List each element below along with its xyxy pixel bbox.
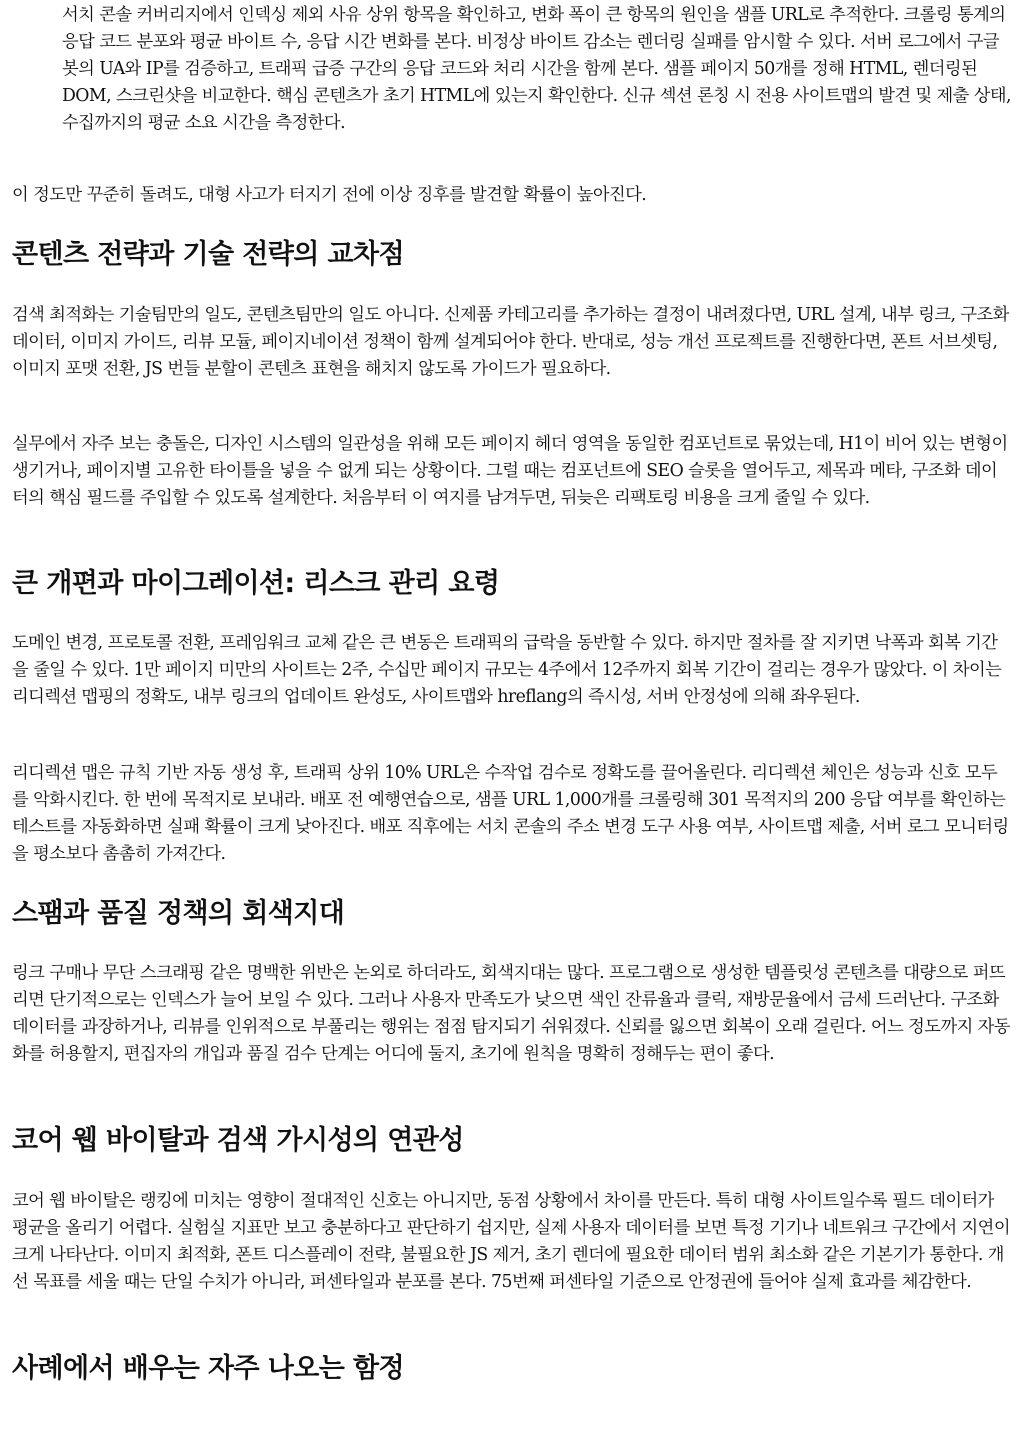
cwv-paragraph-1: 코어 웹 바이탈은 랭킹에 미치는 영향이 절대적인 신호는 아니지만, 동점 상황에서 차이를 만든다. 특히 대형 사이트일수록 필드 데이터가 평균을 올리기 어렵다. 실험실 지표만 보고 충분하다고 판단하기 쉽지만, 실제 사용자 데이터를 보면 특정 기기나 네트워크 구간에서 지연이 크게 나타난다. 이미지 최적화, 폰트 디스플레이 전략, 불필요한 JS 제거, 초기 렌더에 필요한 데이터 범위 최소화 같은 기본기가 통한다. 개선 목표를 세울 때는 단일 수치가 아니라, 퍼센타일과 분포를 본다. 75번째 퍼센타일 기준으로 안정권에 들어야 실제 효과를 체감한다. [12, 1191, 1010, 1292]
section-heading-cwv: 코어 웹 바이탈과 검색 가시성의 연관성 [12, 1125, 464, 1156]
intro-indented-paragraph: 서치 콘솔 커버리지에서 인덱싱 제외 사유 상위 항목을 확인하고, 변화 폭이 큰 항목의 원인을 샘플 URL로 추적한다. 크롤링 통계의 응답 코드 분포와 평균 바이트 수, 응답 시간 변화를 본다. 비정상 바이트 감소는 렌더링 실패를 암시할 수 있다. 서버 로그에서 구글봇의 UA와 IP를 검증하고, 트래픽 급증 구간의 응답 코드와 처리 시간을 함께 본다. 샘플 페이지 50개를 정해 HTML, 렌더링된 DOM, 스크린샷을 비교한다. 핵심 콘텐츠가 초기 HTML에 있는지 확인한다. 신규 섹션 론칭 시 전용 사이트맵의 발견 및 제출 상태, 수집까지의 평균 소요 시간을 측정한다. [62, 5, 1011, 133]
section-heading-migration: 큰 개편과 마이그레이션: 리스크 관리 요령 [12, 568, 500, 599]
content-tech-paragraph-1: 검색 최적화는 기술팀만의 일도, 콘텐츠팀만의 일도 아니다. 신제품 카테고리를 추가하는 결정이 내려졌다면, URL 설계, 내부 링크, 구조화 데이터, 이미지 가이드, 리뷰 모듈, 페이지네이션 정책이 함께 설계되어야 한다. 반대로, 성능 개선 프로젝트를 진행한다면, 폰트 서브셋팅, 이미지 포맷 전환, JS 번들 분할이 콘텐츠 표현을 해치지 않도록 가이드가 필요하다. [12, 305, 1009, 379]
section-heading-content-tech: 콘텐츠 전략과 기술 전략의 교차점 [12, 239, 404, 270]
migration-paragraph-1: 도메인 변경, 프로토콜 전환, 프레임워크 교체 같은 큰 변동은 트래픽의 급락을 동반할 수 있다. 하지만 절차를 잘 지키면 낙폭과 회복 기간을 줄일 수 있다. 1만 페이지 미만의 사이트는 2주, 수십만 페이지 규모는 4주에서 12주까지 회복 기간이 걸리는 경우가 많았다. 이 차이는 리디렉션 맵핑의 정확도, 내부 링크의 업데이트 완성도, 사이트맵와 hreflang의 즉시성, 서버 안정성에 의해 좌우된다. [12, 633, 1002, 707]
intro-closing-paragraph: 이 정도만 꾸준히 돌려도, 대형 사고가 터지기 전에 이상 징후를 발견할 확률이 높아진다. [12, 185, 647, 205]
section-heading-pitfalls: 사례에서 배우는 자주 나오는 함정 [12, 1353, 404, 1384]
content-tech-paragraph-2: 실무에서 자주 보는 충돌은, 디자인 시스템의 일관성을 위해 모든 페이지 헤더 영역을 동일한 컴포넌트로 묶었는데, H1이 비어 있는 변형이 생기거나, 페이지별 고유한 타이틀을 넣을 수 없게 되는 상황이다. 그럴 때는 컴포넌트에 SEO 슬롯을 열어두고, 제목과 메타, 구조화 데이터의 핵심 필드를 주입할 수 있도록 설계한다. 처음부터 이 여지를 남겨두면, 뒤늦은 리팩토링 비용을 크게 줄일 수 있다. [12, 434, 1008, 508]
spam-paragraph-1: 링크 구매나 무단 스크래핑 같은 명백한 위반은 논외로 하더라도, 회색지대는 많다. 프로그램으로 생성한 템플릿성 콘텐츠를 대량으로 퍼뜨리면 단기적으로는 인덱스가 늘어 보일 수 있다. 그러나 사용자 만족도가 낮으면 색인 잔류율과 클릭, 재방문율에서 금세 드러난다. 구조화 데이터를 과장하거나, 리뷰를 인위적으로 부풀리는 행위는 점점 탐지되기 쉬워졌다. 신뢰를 잃으면 회복이 오래 걸린다. 어느 정도까지 자동화를 허용할지, 편집자의 개입과 품질 검수 단계는 어디에 둘지, 초기에 원칙을 명확히 정해두는 편이 좋다. [12, 963, 1010, 1064]
section-heading-spam: 스팸과 품질 정책의 회색지대 [12, 898, 345, 929]
migration-paragraph-2: 리디렉션 맵은 규칙 기반 자동 생성 후, 트래픽 상위 10% URL은 수작업 검수로 정확도를 끌어올린다. 리디렉션 체인은 성능과 신호 모두를 악화시킨다. 한 번에 목적지로 보내라. 배포 전 예행연습으로, 샘플 URL 1,000개를 크롤링해 301 목적지의 200 응답 여부를 확인하는 테스트를 자동화하면 실패 확률이 크게 낮아진다. 배포 직후에는 서치 콘솔의 주소 변경 도구 사용 여부, 사이트맵 제출, 서버 로그 모니터링을 평소보다 촘촘히 가져간다. [12, 763, 1009, 864]
